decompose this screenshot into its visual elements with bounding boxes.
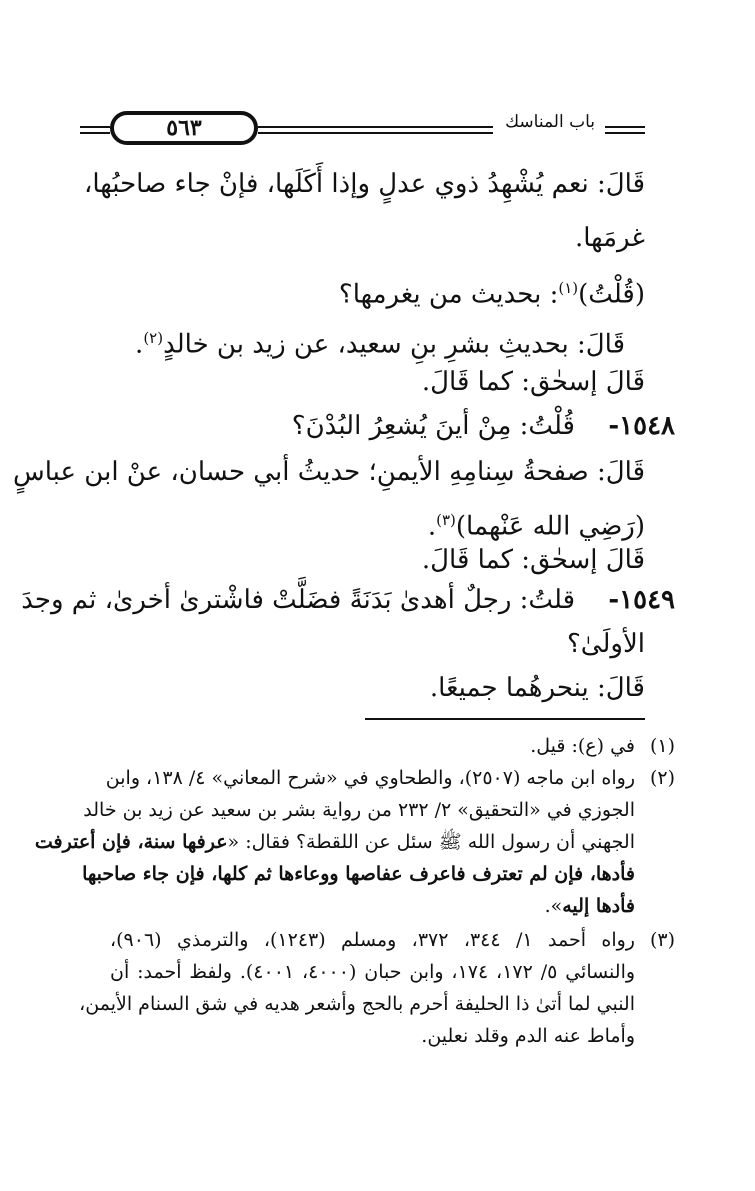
quoted-hadith: عرفها سنة، فإن أعترفت [34, 831, 228, 853]
text-line: قَالَ: صفحةُ سِنامِهِ الأيمنِ؛ حديثُ أبي حسان، عنْ ابن عباسٍ [13, 457, 645, 487]
footnote-number: (٢) [649, 767, 675, 789]
footnote-line: الجوزي في «التحقيق» ٢/ ٢٣٢ من رواية بشر بن سعيد عن زيد بن خالد [83, 799, 635, 821]
chapter-title: باب المناسك [505, 112, 595, 132]
footnote-line: والنسائي ٥/ ١٧٢، ١٧٤، وابن حبان (٤٠٠٠، ٤٠٠١). ولفظ أحمد: أن [110, 961, 636, 983]
footnote-line [545, 890, 635, 922]
text-span: الجهني أن رسول الله ﷺ سئل عن اللقطة؟ فقال: « [227, 831, 635, 853]
footnote-line: النبي لما أتىٰ ذا الحليفة أحرم بالحج وأشعر هديه في شق السنام الأيمن، [79, 993, 635, 1015]
text-line [339, 268, 645, 315]
footnote-line: وأماط عنه الدم وقلد نعلين. [421, 1025, 635, 1047]
footnote-line: رواه أحمد ١/ ٣٤٤، ٣٧٢، ومسلم (١٢٤٣)، والترمذي (٩٠٦)، [110, 929, 635, 951]
footnote-separator [365, 718, 645, 720]
text-span: . [427, 511, 437, 542]
header-rule-right-2 [605, 132, 645, 134]
header-rule-left-2 [80, 132, 110, 134]
footnote-number: (١) [649, 735, 675, 757]
header-rule-right [605, 126, 645, 128]
text-line: الأولَىٰ؟ [567, 629, 645, 659]
entry-number: ١٥٤٩- [608, 585, 675, 615]
footnote-ref: (٢) [143, 329, 164, 347]
text-line: قَالَ إسحٰق: كما قَالَ. [421, 545, 645, 575]
footnote-ref: (١) [558, 279, 579, 297]
text-line: قَالَ: نعم يُشْهِدُ ذوي عدلٍ وإذا أَكَلَها، فإنْ جاء صاحبُها، [83, 169, 645, 199]
page-header [80, 108, 645, 152]
header-rule-middle-2 [258, 132, 493, 134]
text-line: غرمَها. [574, 223, 645, 253]
text-span: قَالَ: بحديثِ بشرِ بنِ سعيد، عن زيد بن خالدٍ [163, 329, 625, 360]
text-line: قُلْتُ: مِنْ أينَ يُشعِرُ البُدْنَ؟ [291, 411, 575, 441]
footnote-ref: (٣) [436, 511, 456, 529]
text-line: قلتُ: رجلٌ أهدىٰ بَدَنَةً فضَلَّتْ فاشْترىٰ أخرىٰ، ثم وجدَ [21, 585, 575, 615]
text-line: قَالَ: ينحرهُما جميعًا. [429, 673, 645, 703]
entry-number: ١٥٤٨- [608, 411, 675, 441]
text-span: (قُلْتُ) [578, 279, 645, 310]
footnote-line: في (ع): قيل. [530, 735, 635, 757]
text-line: قَالَ إسحٰق: كما قَالَ. [421, 367, 645, 397]
footnote-line: رواه ابن ماجه (٢٥٠٧)، والطحاوي في «شرح المعاني» ٤/ ١٣٨، وابن [105, 767, 635, 789]
header-rule-middle [258, 126, 493, 128]
text-span: : بحديث من يغرمها؟ [338, 279, 559, 310]
page-number-text: ٥٦٣ [166, 115, 202, 141]
header-rule-left [80, 126, 110, 128]
text-span: ». [544, 895, 563, 917]
text-span: (رَضِي الله عَنْهما) [455, 511, 645, 542]
page-number [110, 111, 258, 145]
text-line [135, 318, 625, 365]
footnote-line [34, 826, 635, 858]
footnote-line: فأدها، فإن لم تعترف فاعرف عفاصها ووعاءها ثم كلها، فإن جاء صاحبها [82, 863, 635, 885]
footnote-number: (٣) [649, 929, 675, 951]
text-span: . [135, 329, 144, 360]
quoted-hadith: فأدها إليه [562, 895, 635, 917]
